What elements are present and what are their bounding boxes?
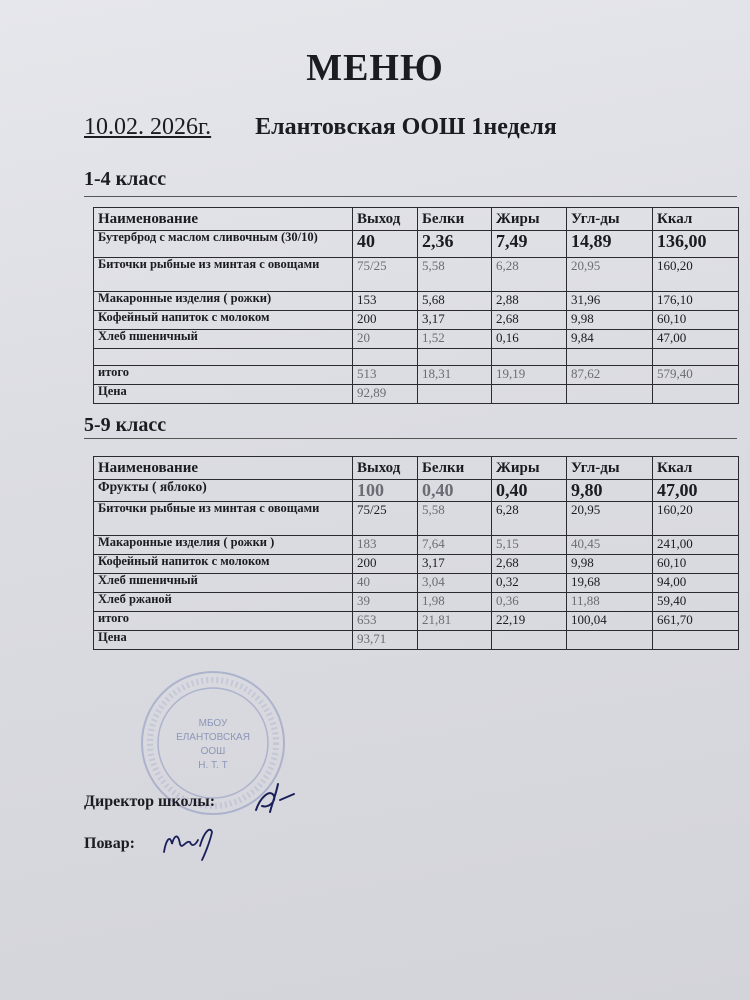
cell-fat: 22,19 [492,612,567,631]
cell-protein: 5,58 [418,502,492,536]
cell-protein: 3,04 [418,574,492,593]
director-label: Директор школы: [84,793,216,810]
cell-name: итого [94,366,353,385]
cell-fat: 0,16 [492,330,567,349]
header-yield: Выход [353,208,418,231]
section1-rule [84,196,737,197]
cell-name: Биточки рыбные из минтая с овощами [94,502,353,536]
cell-name: Хлеб пшеничный [94,330,353,349]
cell-fat: 7,49 [492,231,567,258]
table-row [94,593,739,612]
section1-heading: 1-4 класс [84,168,167,190]
cell-name: Кофейный напиток с молоком [94,555,353,574]
table-row [94,292,739,311]
header-kcal: Ккал [653,457,739,480]
header-protein: Белки [418,208,492,231]
cell-yield: 20 [353,330,418,349]
cell-carbs: 31,96 [567,292,653,311]
header-kcal: Ккал [653,208,739,231]
cell-kcal: 176,10 [653,292,739,311]
table-row-total [94,366,739,385]
table-row-price [94,631,739,650]
cell-carbs: 87,62 [567,366,653,385]
cell-kcal: 47,00 [653,480,739,502]
table-row [94,555,739,574]
cell-fat: 0,40 [492,480,567,502]
cell-yield: 153 [353,292,418,311]
table-header-row [94,208,739,231]
price-label: Цена [94,631,353,650]
cell-name: Фрукты ( яблоко) [94,480,353,502]
cell-protein: 5,58 [418,258,492,292]
cell-yield: 75/25 [353,502,418,536]
cell-carbs: 9,84 [567,330,653,349]
director-signature [250,780,300,816]
cell-carbs: 19,68 [567,574,653,593]
price-value: 93,71 [353,631,418,650]
section2-heading: 5-9 класс [84,414,167,436]
table-row [94,502,739,536]
cell-kcal: 59,40 [653,593,739,612]
table-row [94,574,739,593]
table-row [94,258,739,292]
cell-carbs: 20,95 [567,258,653,292]
cell-fat: 2,68 [492,555,567,574]
cell-carbs: 11,88 [567,593,653,612]
cell-protein: 0,40 [418,480,492,502]
cell-fat: 0,32 [492,574,567,593]
school-week: Елантовская ООШ 1неделя [255,114,557,140]
cell-kcal: 241,00 [653,536,739,555]
cell-fat: 2,88 [492,292,567,311]
cell-name: Кофейный напиток с молоком [94,311,353,330]
cell-name: Макаронные изделия ( рожки) [94,292,353,311]
header-carbs: Угл-ды [567,208,653,231]
cell-fat: 6,28 [492,502,567,536]
header-protein: Белки [418,457,492,480]
cell-name: итого [94,612,353,631]
cell-yield: 40 [353,574,418,593]
cell-kcal: 47,00 [653,330,739,349]
cell-yield: 653 [353,612,418,631]
cook-signature [160,822,220,862]
header-fat: Жиры [492,208,567,231]
cell-protein: 5,68 [418,292,492,311]
section2-rule [84,438,737,439]
cell-name: Хлеб пшеничный [94,574,353,593]
table-row-total [94,612,739,631]
cell-kcal: 94,00 [653,574,739,593]
cell-yield: 513 [353,366,418,385]
cell-yield: 75/25 [353,258,418,292]
header-carbs: Угл-ды [567,457,653,480]
table-row [94,480,739,502]
cell-yield: 100 [353,480,418,502]
section2-table [93,456,739,650]
cell-fat: 19,19 [492,366,567,385]
cell-protein: 1,98 [418,593,492,612]
table-row-price [94,385,739,404]
cell-yield: 183 [353,536,418,555]
cell-kcal: 579,40 [653,366,739,385]
table-row [94,536,739,555]
table-header-row [94,457,739,480]
cell-fat: 0,36 [492,593,567,612]
price-value: 92,89 [353,385,418,404]
cell-yield: 200 [353,311,418,330]
cell-carbs: 40,45 [567,536,653,555]
header-fat: Жиры [492,457,567,480]
cell-carbs: 20,95 [567,502,653,536]
menu-date: 10.02. 2026г. [84,114,212,140]
subtitle [84,114,557,141]
cell-kcal: 60,10 [653,311,739,330]
cell-name: Хлеб ржаной [94,593,353,612]
stamp-line4: Н. Т. Т [198,760,228,771]
cell-kcal: 661,70 [653,612,739,631]
cell-protein: 2,36 [418,231,492,258]
cell-kcal: 160,20 [653,502,739,536]
table-row [94,231,739,258]
cell-carbs: 9,98 [567,555,653,574]
price-label: Цена [94,385,353,404]
cell-fat: 2,68 [492,311,567,330]
page-title: МЕНЮ [306,47,444,89]
cell-yield: 40 [353,231,418,258]
cell-carbs: 9,98 [567,311,653,330]
header-yield: Выход [353,457,418,480]
cell-yield: 200 [353,555,418,574]
cell-protein: 1,52 [418,330,492,349]
cell-protein: 21,81 [418,612,492,631]
section1-table [93,207,739,404]
table-row [94,311,739,330]
cell-fat: 6,28 [492,258,567,292]
table-row [94,330,739,349]
header-name: Наименование [94,208,353,231]
cell-protein: 7,64 [418,536,492,555]
cell-kcal: 136,00 [653,231,739,258]
cell-kcal: 160,20 [653,258,739,292]
cell-yield: 39 [353,593,418,612]
cell-kcal: 60,10 [653,555,739,574]
cook-label: Повар: [84,835,135,852]
table-row-empty [94,349,739,366]
stamp-line2: ЕЛАНТОВСКАЯ [176,732,250,743]
cell-carbs: 14,89 [567,231,653,258]
cell-protein: 3,17 [418,555,492,574]
cell-name: Бутерброд с маслом сливочным (30/10) [94,231,353,258]
cell-protein: 3,17 [418,311,492,330]
cell-protein: 18,31 [418,366,492,385]
cell-fat: 5,15 [492,536,567,555]
stamp-line3: ООШ [200,746,226,757]
stamp-line1: МБОУ [198,718,228,729]
cell-carbs: 9,80 [567,480,653,502]
header-name: Наименование [94,457,353,480]
cell-carbs: 100,04 [567,612,653,631]
cell-name: Биточки рыбные из минтая с овощами [94,258,353,292]
cell-name: Макаронные изделия ( рожки ) [94,536,353,555]
